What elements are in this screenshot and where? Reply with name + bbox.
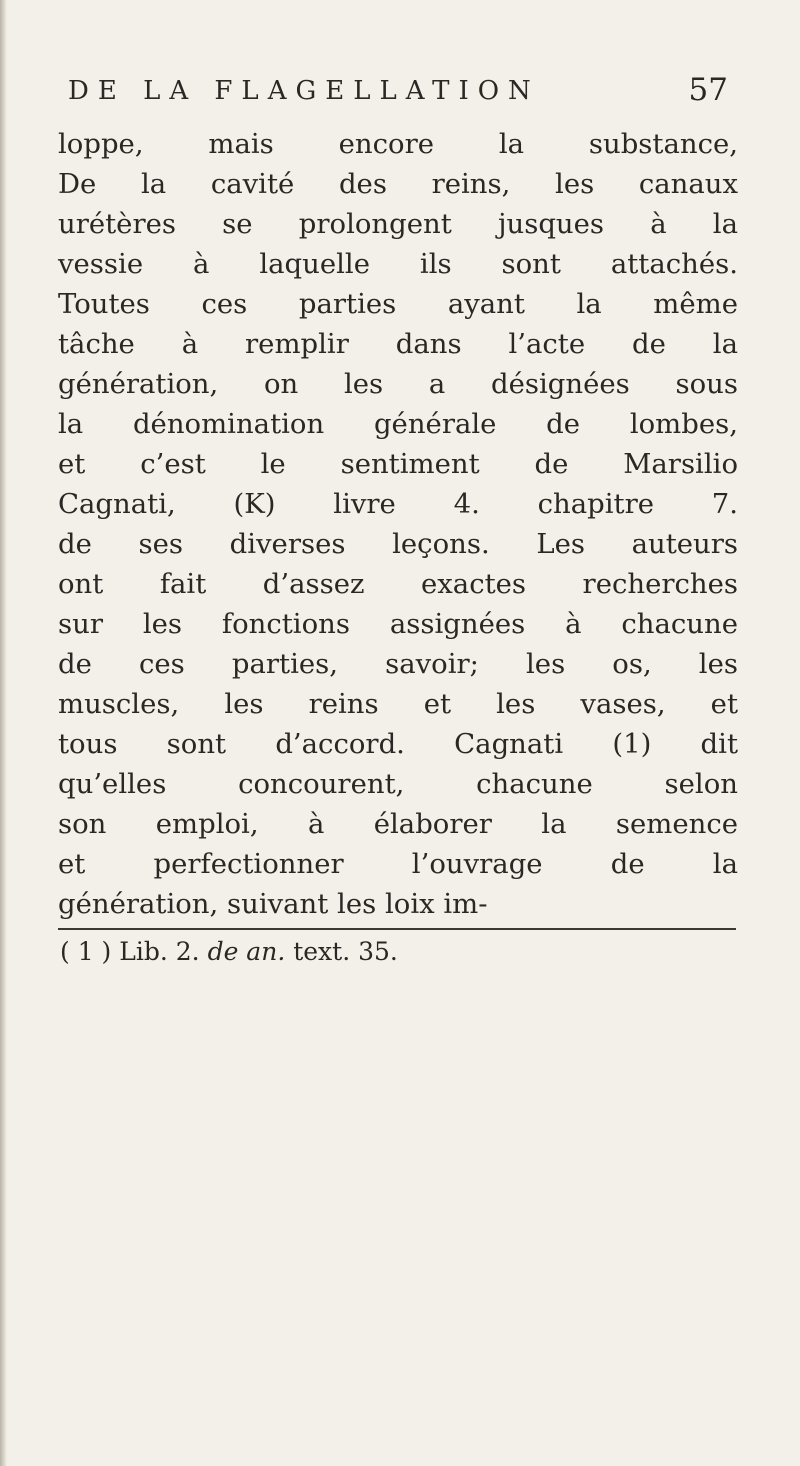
text-line: génération, on les a désignées sous <box>58 368 738 400</box>
text-line: muscles, les reins et les vases, et <box>58 688 738 720</box>
footnote-italic: de an. <box>207 937 286 966</box>
footnote <box>60 934 660 970</box>
text-line: la dénomination générale de lombes, <box>58 408 738 440</box>
footnote-rest: text. 35. <box>293 937 398 966</box>
text-line: vessie à laquelle ils sont attachés. <box>58 248 738 280</box>
text-line: et perfectionner l’ouvrage de la <box>58 848 738 880</box>
text-line: qu’elles concourent, chacune selon <box>58 768 738 800</box>
text-line: ont fait d’assez exactes recherches <box>58 568 738 600</box>
text-line: de ses diverses leçons. Les auteurs <box>58 528 738 560</box>
running-head <box>68 70 728 116</box>
text-line: sur les fonctions assignées à chacune <box>58 608 738 640</box>
running-title: DE LA FLAGELLATION <box>68 76 540 106</box>
text-line: loppe, mais encore la substance, <box>58 128 738 160</box>
text-line: Cagnati, (K) livre 4. chapitre 7. <box>58 488 738 520</box>
footnote-marker: ( 1 ) Lib. 2. <box>60 937 200 966</box>
footnote-rule <box>58 928 736 930</box>
text-line: Toutes ces parties ayant la même <box>58 288 738 320</box>
text-line: tâche à remplir dans l’acte de la <box>58 328 738 360</box>
text-line: son emploi, à élaborer la semence <box>58 808 738 840</box>
text-line: urétères se prolongent jusques à la <box>58 208 738 240</box>
binding-edge <box>0 0 7 1466</box>
text-line: tous sont d’accord. Cagnati (1) dit <box>58 728 738 760</box>
text-line: génération, suivant les loix im- <box>58 888 488 920</box>
text-line: et c’est le sentiment de Marsilio <box>58 448 738 480</box>
text-line: De la cavité des reins, les canaux <box>58 168 738 200</box>
text-line: de ces parties, savoir; les os, les <box>58 648 738 680</box>
page-number: 57 <box>688 72 728 108</box>
